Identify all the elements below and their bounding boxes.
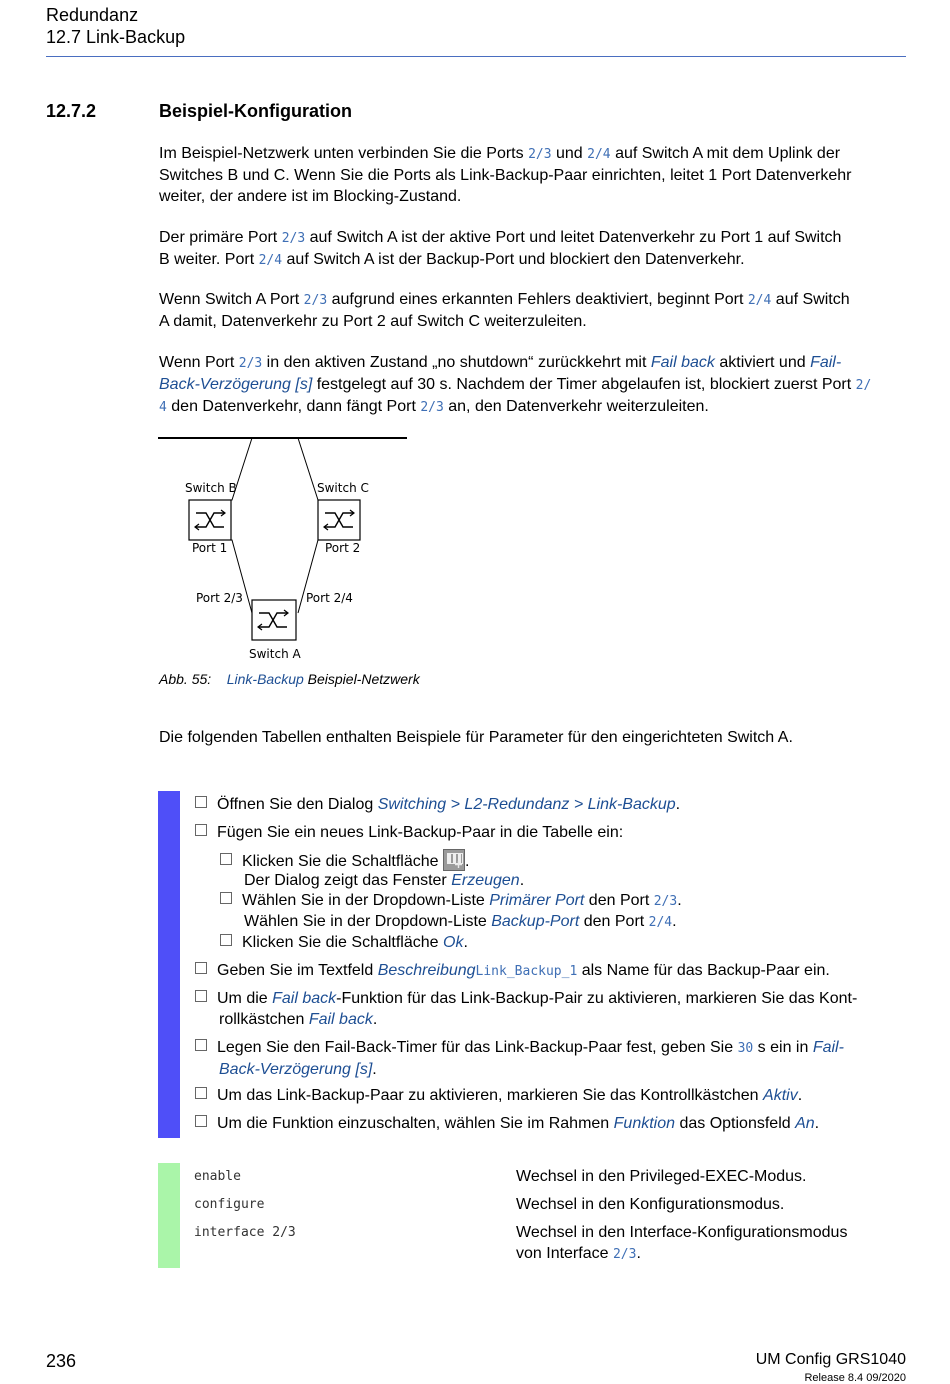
section-number: 12.7.2 xyxy=(46,101,97,121)
network-diagram xyxy=(150,428,420,668)
add-table-icon xyxy=(443,849,465,871)
gui-steps-bar xyxy=(158,791,180,1138)
step-2b-line2: Wählen Sie in der Dropdown-Liste Backup-Port den Port 2/4. xyxy=(244,913,677,930)
step-2a-line2: Der Dialog zeigt das Fenster Erzeugen. xyxy=(244,872,525,889)
paragraph-4: Wenn Port 2/3 in den aktiven Zustand „no shutdown“ zurückkehrt mit Fail back aktiviert und Fail- Back-Verzögerung [s] festgelegt auf 30 s. Nachdem der Timer abgelaufen ist, blockiert zuerst Port 2/ 4 den Datenverkehr, dann fängt Port 2/3 an, den Datenverkehr weiterzuleiten. xyxy=(159,354,872,415)
label-port-1: Port 1 xyxy=(192,541,228,555)
header-rule xyxy=(46,56,906,57)
step-2: Fügen Sie ein neues Link-Backup-Paar in die Tabelle ein: xyxy=(195,822,623,843)
step-6: Um das Link-Backup-Paar zu aktivieren, markieren Sie das Kontrollkästchen Aktiv. xyxy=(195,1085,802,1106)
switch-b-icon xyxy=(189,500,231,540)
release-info: Release 8.4 09/2020 xyxy=(804,1372,906,1384)
step-2b: Wählen Sie in der Dropdown-Liste Primärer Port den Port 2/3. xyxy=(220,890,682,912)
header-section: 12.7 Link-Backup xyxy=(46,27,186,47)
doc-title: UM Config GRS1040 xyxy=(755,1351,906,1368)
link-fail-back[interactable]: Fail back xyxy=(650,354,715,371)
label-port-2: Port 2 xyxy=(325,541,361,555)
cli-steps-bar xyxy=(158,1163,180,1268)
step-3: Geben Sie im Textfeld BeschreibungLink_Backup_1 als Name für das Backup-Paar ein. xyxy=(195,960,830,982)
cli-desc-interface: Wechsel in den Interface-Konfigurationsmodus von Interface 2/3. xyxy=(516,1224,848,1262)
label-switch-b: Switch B xyxy=(185,481,237,495)
cli-command-enable: enable xyxy=(194,1169,241,1184)
tables-intro: Die folgenden Tabellen enthalten Beispiele für Parameter für den eingerichteten Switch A. xyxy=(159,729,793,746)
step-4: Um die Fail back-Funktion für das Link-Backup-Pair zu aktivieren, markieren Sie das Kont- rollkästchen Fail back. xyxy=(195,988,907,1030)
label-port-24: Port 2/4 xyxy=(306,591,353,605)
link-dialog-path[interactable]: Switching > L2-Redundanz > Link-Backup xyxy=(377,796,676,813)
cli-desc-enable: Wechsel in den Privileged-EXEC-Modus. xyxy=(516,1168,807,1185)
switch-c-icon xyxy=(318,500,360,540)
switch-a-icon xyxy=(252,600,296,640)
cli-desc-configure: Wechsel in den Konfigurationsmodus. xyxy=(516,1196,785,1213)
header-chapter: Redundanz xyxy=(46,5,139,25)
step-5: Legen Sie den Fail-Back-Timer für das Link-Backup-Paar fest, geben Sie 30 s ein in Fail- Back-Verzögerung [s]. xyxy=(195,1037,907,1080)
link-fail-back-delay[interactable]: Back-Verzögerung [s] xyxy=(159,376,313,393)
caption-link[interactable]: Link-Backup xyxy=(226,671,304,687)
step-2c: Klicken Sie die Schaltfläche Ok. xyxy=(220,932,468,953)
step-1: Öffnen Sie den Dialog Switching > L2-Redundanz > Link-Backup. xyxy=(195,794,680,815)
paragraph-3: Wenn Switch A Port 2/3 aufgrund eines erkannten Fehlers deaktiviert, beginnt Port 2/4 auf Switch A damit, Datenverkehr zu Port 2 auf Switch C weiterzuleiten. xyxy=(159,291,850,330)
label-switch-a: Switch A xyxy=(249,647,301,661)
page-number: 236 xyxy=(46,1351,77,1371)
figure-caption: Abb. 55: Link-Backup Beispiel-Netzwerk xyxy=(159,671,420,687)
cli-command-interface: interface 2/3 xyxy=(194,1225,296,1240)
step-7: Um die Funktion einzuschalten, wählen Sie im Rahmen Funktion das Optionsfeld An. xyxy=(195,1113,819,1134)
step-2a: Klicken Sie die Schaltfläche . xyxy=(220,849,469,872)
label-port-23: Port 2/3 xyxy=(196,591,243,605)
section-title: Beispiel-Konfiguration xyxy=(159,101,352,121)
paragraph-2: Der primäre Port 2/3 auf Switch A ist der aktive Port und leitet Datenverkehr zu Port 1 auf Switch B weiter. Port 2/4 auf Switch A ist der Backup-Port und blockiert den Datenverkehr. xyxy=(159,229,842,268)
step-checkbox xyxy=(195,796,207,808)
label-switch-c: Switch C xyxy=(317,481,369,495)
paragraph-1: Im Beispiel-Netzwerk unten verbinden Sie die Ports 2/3 und 2/4 auf Switch A mit dem Uplink der Switches B und C. Wenn Sie die Ports als Link-Backup-Paar einrichten, leitet 1 Port Datenverkehr weiter, der andere ist im Blocking-Zustand. xyxy=(159,145,852,205)
cli-command-configure: configure xyxy=(194,1197,265,1212)
